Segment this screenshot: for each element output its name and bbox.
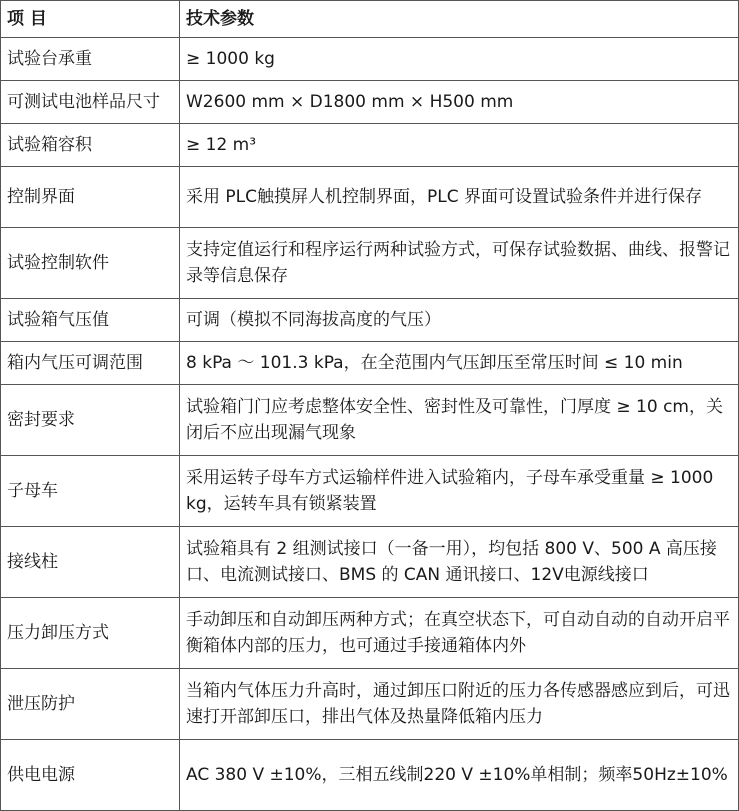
row-label: 子母车	[1, 456, 180, 527]
header-item: 项 目	[1, 1, 180, 38]
table-row	[1, 385, 739, 456]
table-row	[1, 342, 739, 385]
header-spec: 技术参数	[180, 1, 739, 38]
row-value: 支持定值运行和程序运行两种试验方式，可保存试验数据、曲线、报警记录等信息保存	[180, 228, 739, 299]
row-label: 试验箱气压值	[1, 299, 180, 342]
row-label: 密封要求	[1, 385, 180, 456]
row-value: 试验箱门门应考虑整体安全性、密封性及可靠性，门厚度 ≥ 10 cm，关闭后不应出现漏气现象	[180, 385, 739, 456]
row-label: 试验台承重	[1, 38, 180, 81]
row-label: 试验控制软件	[1, 228, 180, 299]
row-label: 箱内气压可调范围	[1, 342, 180, 385]
row-value: 当箱内气体压力升高时，通过卸压口附近的压力各传感器感应到后，可迅速打开部卸压口，排出气体及热量降低箱内压力	[180, 669, 739, 740]
table-row	[1, 527, 739, 598]
row-value: 可调（模拟不同海拔高度的气压）	[180, 299, 739, 342]
row-value: ≥ 12 m³	[180, 124, 739, 167]
table-row	[1, 38, 739, 81]
row-label: 试验箱容积	[1, 124, 180, 167]
table-header-row	[1, 1, 739, 38]
row-value: 手动卸压和自动卸压两种方式；在真空状态下，可自动自动的自动开启平衡箱体内部的压力，也可通过手接通箱体内外	[180, 598, 739, 669]
table-row	[1, 669, 739, 740]
row-label: 控制界面	[1, 167, 180, 228]
table-row	[1, 740, 739, 811]
row-value: ≥ 1000 kg	[180, 38, 739, 81]
row-label: 可测试电池样品尺寸	[1, 81, 180, 124]
row-value: 8 kPa ～ 101.3 kPa，在全范围内气压卸压至常压时间 ≤ 10 min	[180, 342, 739, 385]
table-row	[1, 124, 739, 167]
row-value: 采用运转子母车方式运输样件进入试验箱内，子母车承受重量 ≥ 1000 kg，运转车具有锁紧装置	[180, 456, 739, 527]
row-label: 泄压防护	[1, 669, 180, 740]
row-value: AC 380 V ±10%，三相五线制220 V ±10%单相制；频率50Hz±10%	[180, 740, 739, 811]
row-value: 试验箱具有 2 组测试接口（一备一用），均包括 800 V、500 A 高压接口、电流测试接口、BMS 的 CAN 通讯接口、12V电源线接口	[180, 527, 739, 598]
row-label: 接线柱	[1, 527, 180, 598]
table-row	[1, 81, 739, 124]
table-row	[1, 299, 739, 342]
table-row	[1, 228, 739, 299]
row-value: W2600 mm × D1800 mm × H500 mm	[180, 81, 739, 124]
row-value: 采用 PLC触摸屏人机控制界面，PLC 界面可设置试验条件并进行保存	[180, 167, 739, 228]
table-row	[1, 167, 739, 228]
row-label: 压力卸压方式	[1, 598, 180, 669]
row-label: 供电电源	[1, 740, 180, 811]
table-row	[1, 456, 739, 527]
table-row	[1, 598, 739, 669]
